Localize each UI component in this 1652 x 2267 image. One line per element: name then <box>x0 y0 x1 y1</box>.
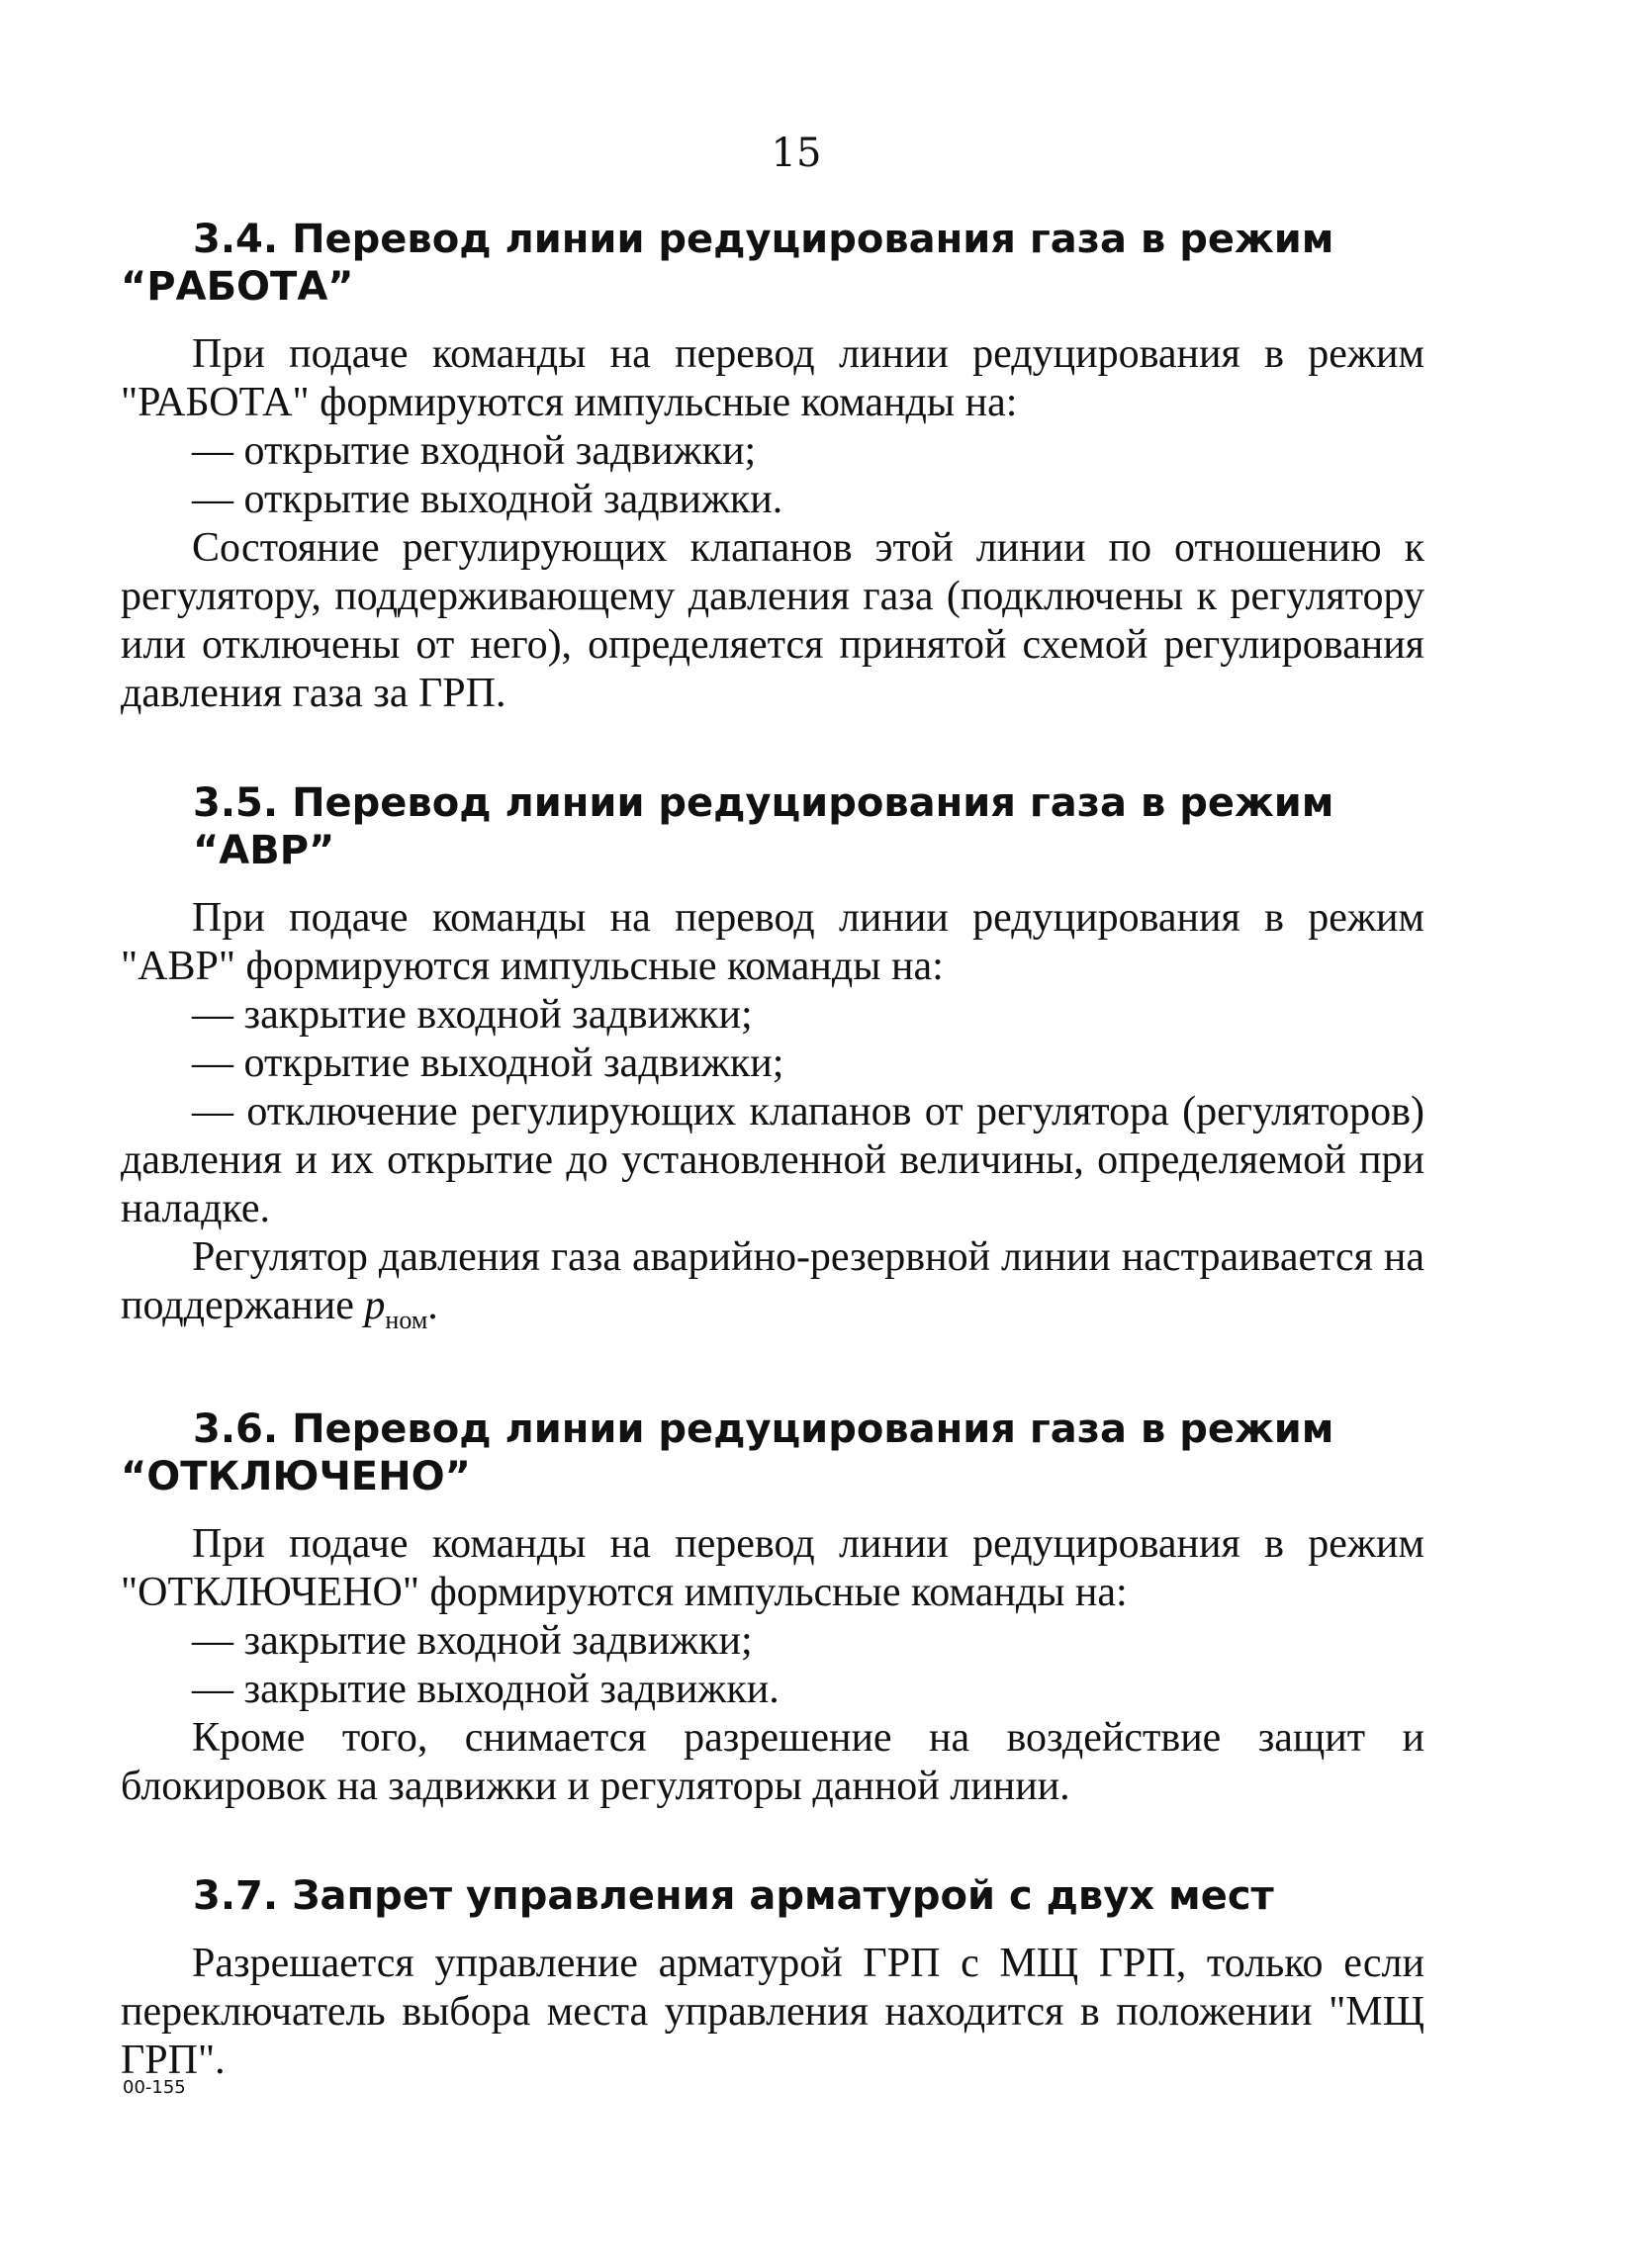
section-title: Перевод линии редуцирования газа в режим “АВР” <box>193 780 1334 873</box>
footer-code: 00-155 <box>123 2077 186 2098</box>
section-intro-paragraph: При подаче команды на перевод линии редуцирования в режим "АВР" формируются импульсные команды на: <box>121 895 1424 989</box>
outro-end: . <box>427 1283 438 1328</box>
section-number: 3.5. <box>193 780 279 826</box>
section-heading-3-6 <box>121 1406 1424 1500</box>
section-title: Запрет управления арматурой с двух мест <box>292 1873 1274 1919</box>
section-intro-paragraph: При подаче команды на перевод линии редуцирования в режим "РАБОТА" формируются импульсные команды на: <box>121 331 1424 425</box>
list-item: — закрытие входной задвижки; <box>192 1618 753 1664</box>
section-outro-paragraph: Состояние регулирующих клапанов этой линии по отношению к регулятору, поддерживающему давления газа (подключены к регулятору или отключены от него), определяется принятой схемой регулирования давления газа за ГРП. <box>121 525 1424 716</box>
section-number: 3.7. <box>193 1873 279 1919</box>
outro-text: Регулятор давления газа аварийно-резервной линии настраивается на поддержание <box>121 1234 1424 1328</box>
section-intro-paragraph: При подаче команды на перевод линии редуцирования в режим "ОТКЛЮЧЕНО" формируются импульсные команды на: <box>121 1521 1424 1615</box>
list-item: — открытие выходной задвижки. <box>192 477 783 522</box>
pressure-variable: p <box>364 1283 386 1328</box>
section-outro-paragraph <box>121 1233 1424 1344</box>
list-item: — закрытие входной задвижки; <box>192 992 753 1038</box>
list-item: — закрытие выходной задвижки. <box>192 1667 780 1712</box>
section-intro-paragraph: Разрешается управление арматурой ГРП с МЩ ГРП, только если переключатель выбора места управления находится в положении "МЩ ГРП". <box>121 1941 1424 2083</box>
page-number: 15 <box>771 131 822 176</box>
section-heading-3-5 <box>121 779 1424 874</box>
section-title-continued: “РАБОТА” <box>121 264 354 310</box>
section-title: Перевод линии редуцирования газа в режим <box>292 1406 1334 1452</box>
section-heading-3-7 <box>121 1872 1424 1920</box>
section-number: 3.6. <box>193 1406 279 1452</box>
section-outro-paragraph: Кроме того, снимается разрешение на воздействие защит и блокировок на задвижки и регуляторы данной линии. <box>121 1715 1424 1809</box>
list-item: — открытие выходной задвижки; <box>192 1041 784 1086</box>
section-heading-3-4 <box>121 216 1424 311</box>
list-item: — отключение регулирующих клапанов от регулятора (регуляторов) давления и их открытие до установленной величины, определяемой при наладке. <box>121 1089 1424 1231</box>
section-title-continued: “ОТКЛЮЧЕНО” <box>121 1454 471 1499</box>
list-item: — открытие входной задвижки; <box>192 428 757 474</box>
pressure-subscript: ном <box>385 1306 428 1334</box>
section-number: 3.4. <box>193 217 279 262</box>
document-body <box>121 216 1424 2085</box>
section-title: Перевод линии редуцирования газа в режим <box>292 217 1334 262</box>
